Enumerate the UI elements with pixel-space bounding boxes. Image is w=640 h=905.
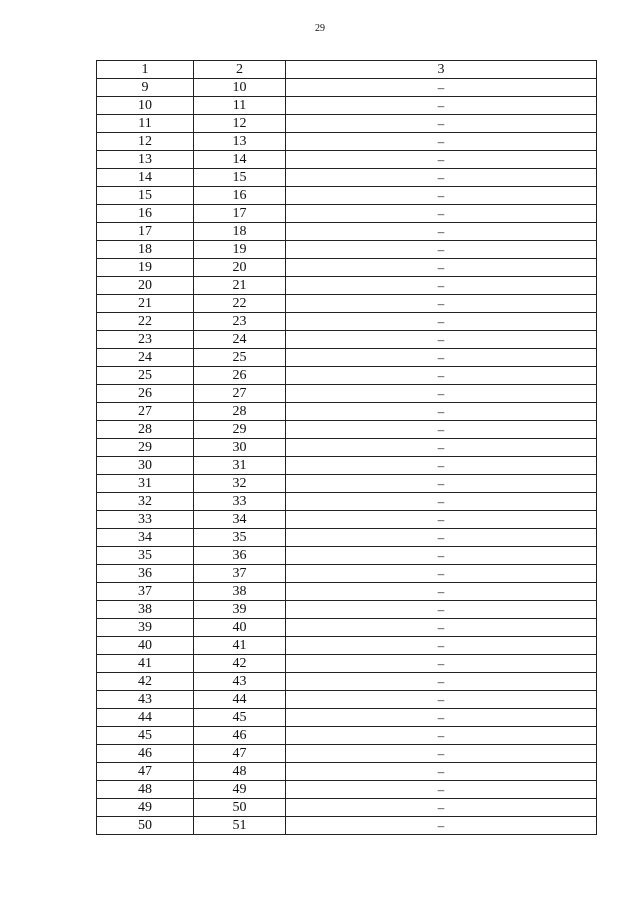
table-row (97, 763, 597, 781)
table-cell-1: 43 (97, 691, 194, 709)
table-row (97, 349, 597, 367)
table-row (97, 151, 597, 169)
table-row (97, 745, 597, 763)
table-row (97, 547, 597, 565)
table-cell-2: 27 (194, 385, 286, 403)
table-row (97, 79, 597, 97)
table-row (97, 403, 597, 421)
table-row (97, 97, 597, 115)
table-cell-2: 16 (194, 187, 286, 205)
table-cell-1: 23 (97, 331, 194, 349)
table-cell-2: 47 (194, 745, 286, 763)
table-cell-dash: – (286, 637, 597, 655)
table-cell-1: 16 (97, 205, 194, 223)
table-row (97, 223, 597, 241)
table-cell-dash: – (286, 259, 597, 277)
table-cell-dash: – (286, 673, 597, 691)
table-cell-1: 42 (97, 673, 194, 691)
table-cell-2: 25 (194, 349, 286, 367)
table-row (97, 295, 597, 313)
table-cell-1: 30 (97, 457, 194, 475)
table-cell-dash: – (286, 277, 597, 295)
table-cell-2: 37 (194, 565, 286, 583)
header-cell-1: 1 (97, 61, 194, 79)
table-row (97, 781, 597, 799)
table-cell-1: 22 (97, 313, 194, 331)
table-cell-1: 9 (97, 79, 194, 97)
table-cell-1: 21 (97, 295, 194, 313)
table-row (97, 511, 597, 529)
table-cell-1: 31 (97, 475, 194, 493)
table-cell-1: 44 (97, 709, 194, 727)
table-cell-1: 38 (97, 601, 194, 619)
table-cell-2: 10 (194, 79, 286, 97)
table-cell-1: 19 (97, 259, 194, 277)
table-row (97, 313, 597, 331)
table-cell-dash: – (286, 763, 597, 781)
table-cell-dash: – (286, 799, 597, 817)
page-number: 29 (315, 23, 325, 34)
table-row (97, 799, 597, 817)
table-cell-1: 49 (97, 799, 194, 817)
table-cell-1: 27 (97, 403, 194, 421)
table-cell-2: 28 (194, 403, 286, 421)
table-cell-dash: – (286, 403, 597, 421)
table-row (97, 529, 597, 547)
table-cell-2: 22 (194, 295, 286, 313)
table-cell-1: 26 (97, 385, 194, 403)
table-cell-dash: – (286, 385, 597, 403)
table-cell-dash: – (286, 205, 597, 223)
table-cell-dash: – (286, 313, 597, 331)
table-cell-2: 34 (194, 511, 286, 529)
table-row (97, 331, 597, 349)
table-row (97, 655, 597, 673)
table-cell-dash: – (286, 241, 597, 259)
table-row (97, 475, 597, 493)
table-row (97, 385, 597, 403)
table-row (97, 367, 597, 385)
table-cell-dash: – (286, 331, 597, 349)
table-cell-2: 49 (194, 781, 286, 799)
table-cell-2: 45 (194, 709, 286, 727)
table-cell-dash: – (286, 619, 597, 637)
table-cell-dash: – (286, 781, 597, 799)
table-cell-2: 39 (194, 601, 286, 619)
table-row (97, 259, 597, 277)
table-cell-2: 48 (194, 763, 286, 781)
table-cell-dash: – (286, 151, 597, 169)
table-cell-2: 12 (194, 115, 286, 133)
table-cell-dash: – (286, 583, 597, 601)
table-cell-2: 50 (194, 799, 286, 817)
table-cell-1: 46 (97, 745, 194, 763)
table-row (97, 205, 597, 223)
table-cell-2: 31 (194, 457, 286, 475)
table-cell-2: 20 (194, 259, 286, 277)
table-cell-1: 24 (97, 349, 194, 367)
table-row (97, 637, 597, 655)
table-cell-dash: – (286, 511, 597, 529)
table-cell-2: 15 (194, 169, 286, 187)
table-cell-1: 15 (97, 187, 194, 205)
table-cell-dash: – (286, 691, 597, 709)
table-cell-1: 14 (97, 169, 194, 187)
table-cell-1: 25 (97, 367, 194, 385)
table-cell-1: 11 (97, 115, 194, 133)
table-cell-dash: – (286, 745, 597, 763)
table-cell-2: 43 (194, 673, 286, 691)
table-cell-2: 46 (194, 727, 286, 745)
table-row (97, 277, 597, 295)
table-row (97, 421, 597, 439)
table-row (97, 583, 597, 601)
table-cell-1: 17 (97, 223, 194, 241)
table-cell-2: 38 (194, 583, 286, 601)
table-cell-1: 40 (97, 637, 194, 655)
table-cell-2: 33 (194, 493, 286, 511)
table-cell-2: 41 (194, 637, 286, 655)
table-body (97, 61, 597, 835)
table-cell-2: 13 (194, 133, 286, 151)
table-cell-2: 35 (194, 529, 286, 547)
table-cell-2: 29 (194, 421, 286, 439)
table-cell-1: 18 (97, 241, 194, 259)
table-cell-2: 36 (194, 547, 286, 565)
table-cell-dash: – (286, 169, 597, 187)
table-cell-dash: – (286, 223, 597, 241)
table-cell-dash: – (286, 421, 597, 439)
table-cell-2: 51 (194, 817, 286, 835)
table-cell-2: 19 (194, 241, 286, 259)
table-row (97, 439, 597, 457)
header-cell-2: 2 (194, 61, 286, 79)
table-cell-1: 10 (97, 97, 194, 115)
table-cell-1: 35 (97, 547, 194, 565)
table-cell-1: 47 (97, 763, 194, 781)
table-row (97, 709, 597, 727)
table-cell-2: 18 (194, 223, 286, 241)
table-cell-1: 33 (97, 511, 194, 529)
table-row (97, 133, 597, 151)
table-cell-dash: – (286, 655, 597, 673)
table-cell-dash: – (286, 493, 597, 511)
table-cell-2: 14 (194, 151, 286, 169)
table-cell-1: 20 (97, 277, 194, 295)
table-header-row (97, 61, 597, 79)
table-cell-2: 40 (194, 619, 286, 637)
table-cell-2: 23 (194, 313, 286, 331)
table-cell-dash: – (286, 79, 597, 97)
table-cell-1: 37 (97, 583, 194, 601)
table-cell-2: 17 (194, 205, 286, 223)
table-cell-dash: – (286, 133, 597, 151)
table-cell-dash: – (286, 439, 597, 457)
table-cell-2: 30 (194, 439, 286, 457)
table-cell-1: 45 (97, 727, 194, 745)
table-cell-1: 34 (97, 529, 194, 547)
table-row (97, 169, 597, 187)
table-cell-2: 44 (194, 691, 286, 709)
table-cell-dash: – (286, 367, 597, 385)
table-cell-dash: – (286, 97, 597, 115)
table-cell-1: 32 (97, 493, 194, 511)
table-row (97, 727, 597, 745)
table-cell-2: 26 (194, 367, 286, 385)
table-cell-1: 48 (97, 781, 194, 799)
table-cell-dash: – (286, 601, 597, 619)
table-row (97, 241, 597, 259)
data-table (96, 60, 597, 835)
table-row (97, 493, 597, 511)
table-row (97, 619, 597, 637)
table-cell-dash: – (286, 565, 597, 583)
table-cell-2: 11 (194, 97, 286, 115)
table-cell-dash: – (286, 529, 597, 547)
table-cell-dash: – (286, 349, 597, 367)
table-cell-2: 32 (194, 475, 286, 493)
table-cell-2: 24 (194, 331, 286, 349)
table-cell-dash: – (286, 475, 597, 493)
table-cell-1: 41 (97, 655, 194, 673)
table-cell-1: 12 (97, 133, 194, 151)
header-cell-3: 3 (286, 61, 597, 79)
table-cell-dash: – (286, 115, 597, 133)
table-cell-1: 50 (97, 817, 194, 835)
table-cell-dash: – (286, 295, 597, 313)
table-row (97, 691, 597, 709)
table-row (97, 817, 597, 835)
table-cell-1: 28 (97, 421, 194, 439)
table-row (97, 457, 597, 475)
table-cell-2: 42 (194, 655, 286, 673)
table-cell-dash: – (286, 817, 597, 835)
table-row (97, 115, 597, 133)
table-row (97, 565, 597, 583)
table-cell-1: 29 (97, 439, 194, 457)
table-cell-dash: – (286, 727, 597, 745)
table-cell-1: 39 (97, 619, 194, 637)
table-cell-2: 21 (194, 277, 286, 295)
table-cell-1: 36 (97, 565, 194, 583)
table-row (97, 187, 597, 205)
table-cell-dash: – (286, 547, 597, 565)
table-row (97, 601, 597, 619)
table-cell-1: 13 (97, 151, 194, 169)
table-row (97, 673, 597, 691)
table-cell-dash: – (286, 709, 597, 727)
table-cell-dash: – (286, 187, 597, 205)
table-cell-dash: – (286, 457, 597, 475)
